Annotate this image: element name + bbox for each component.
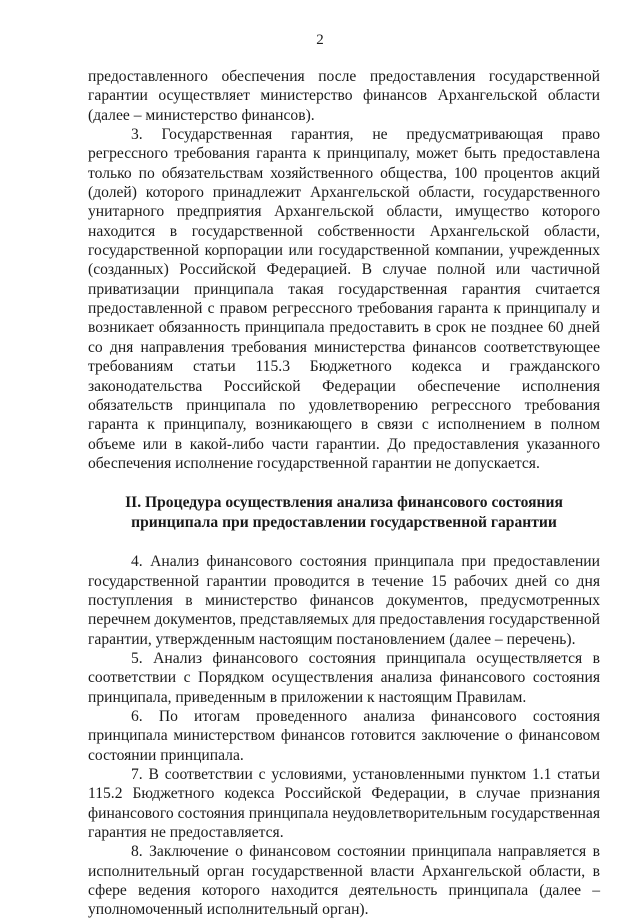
- section-heading: [88, 493, 600, 532]
- document-body: [88, 67, 600, 920]
- paragraph-item-5: 5. Анализ финансового состояния принципала осуществляется в соответствии с Порядком осуществления анализа финансового состояния принципала, приведенным в приложении к настоящим Правилам.: [88, 649, 600, 706]
- paragraph-item-4: 4. Анализ финансового состояния принципала при предоставлении государственной гарантии проводится в течение 15 рабочих дней со дня поступления в министерство финансов документов, предусмотренных перечнем документов, представляемых для предоставления государственной гарантии, утвержденным настоящим постановлением (далее – перечень).: [88, 553, 600, 648]
- section-heading-line-1: II. Процедура осуществления анализа финансового состояния: [125, 494, 563, 512]
- paragraph-item-8: 8. Заключение о финансовом состоянии принципала направляется в исполнительный орган государственной власти Архангельской области, в сфере ведения которого находится деятельность принципала (далее – уполномоченный исполнительный орган).: [88, 843, 600, 919]
- paragraph-item-6: 6. По итогам проведенного анализа финансового состояния принципала министерством финансов готовится заключение о финансовом состоянии принципала.: [88, 707, 600, 764]
- page-number: 2: [316, 32, 324, 48]
- paragraph-item-3: 3. Государственная гарантия, не предусматривающая право регрессного требования гаранта к принципалу, может быть предоставлена только по обязательствам хозяйственного общества, 100 процентов акций (долей) которого принадлежит Архангельской области, государственного унитарного предприятия Архангельской области, имущество которого находится в государственной собственности Архангельской области, государственной корпорации или государственной компании, учрежденных (созданных) Российской Федерацией. В случае полной или частичной приватизации принципала такая государственная гарантия считается предоставленной с правом регрессного требования гаранта к принципалу и возникает обязанность принципала предоставить в срок не позднее 60 дней со дня направления требования министерства финансов соответствующее требованиям статьи 115.3 Бюджетного кодекса и гражданского законодательства Российской Федерации обеспечение исполнения обязательств принципала по удовлетворению регрессного требования гаранта к принципалу, возникающего в связи с исполнением в полном объеме или в какой-либо части гарантии. До предоставления указанного обеспечения исполнение государственной гарантии не допускается.: [88, 126, 600, 472]
- paragraph-item-7: 7. В соответствии с условиями, установленными пунктом 1.1 статьи 115.2 Бюджетного кодекса Российской Федерации, в случае признания финансового состояния принципала неудовлетворительным государственная гарантия не предоставляется.: [88, 766, 600, 842]
- paragraph-continuation: предоставленного обеспечения после предоставления государственной гарантии осуществляет министерство финансов Архангельской области (далее – министерство финансов).: [88, 68, 600, 124]
- section-heading-line-2: принципала при предоставлении государственной гарантии: [131, 513, 557, 531]
